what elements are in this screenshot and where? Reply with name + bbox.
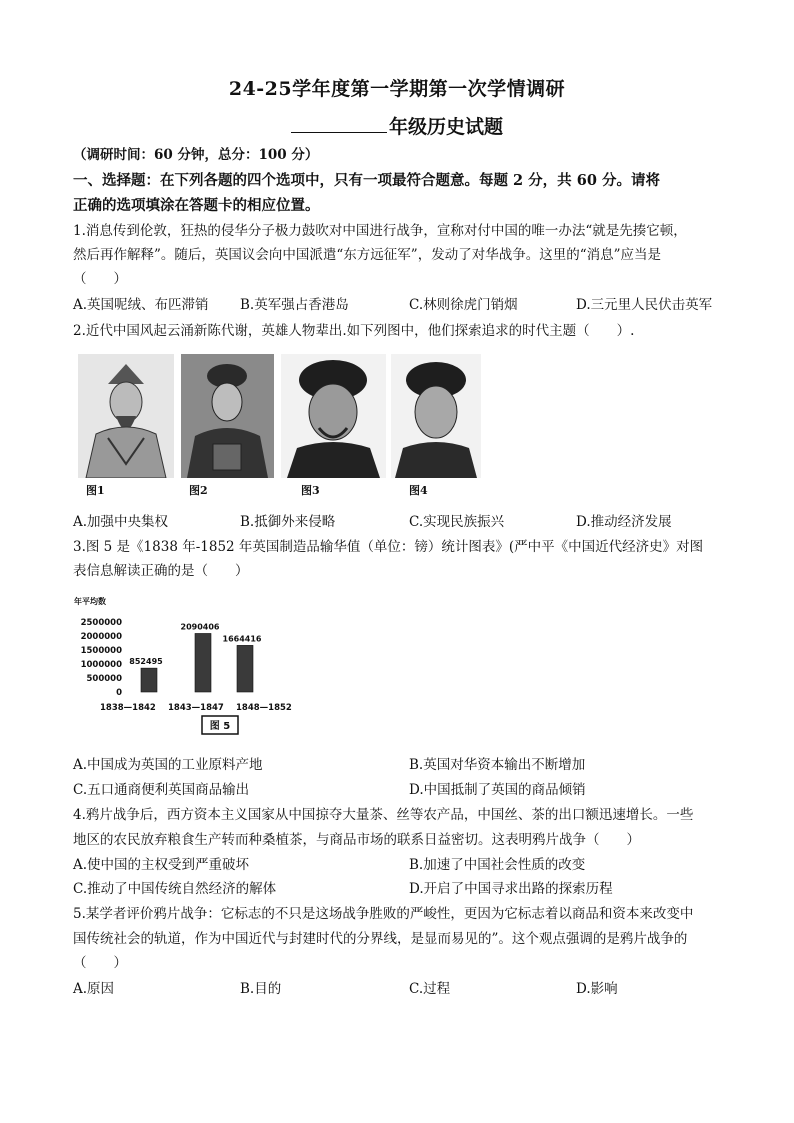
- chart-bar: [195, 633, 211, 692]
- portrait-image-1: [78, 354, 174, 478]
- page-subtitle: [0, 112, 794, 139]
- figure-caption-4: 图4: [409, 484, 428, 497]
- page-title: 24-25学年度第一学期第一次学情调研: [228, 78, 566, 100]
- trade-bar-chart: [70, 594, 292, 744]
- q5-stem-line3: （ ）: [73, 955, 127, 971]
- q4-option-a: A.使中国的主权受到严重破坏: [73, 857, 250, 873]
- subtitle-text: 年级历史试题: [388, 116, 503, 138]
- q1-option-b: B.英军强占香港岛: [240, 297, 349, 313]
- q5-option-a: A.原因: [73, 981, 115, 997]
- chart-ylabel: 年平均数: [74, 597, 106, 606]
- chart-y-tick-label: 500000: [86, 674, 122, 684]
- portrait-image-4: [391, 354, 481, 478]
- portrait-image-3: [281, 354, 386, 478]
- q4-option-c: C.推动了中国传统自然经济的解体: [73, 881, 277, 897]
- q2-stem: 2.近代中国风起云涌新陈代谢，英雄人物辈出.如下列图中，他们探索追求的时代主题（ ）.: [73, 323, 635, 339]
- q2-options: [73, 513, 733, 531]
- grade-blank: [291, 114, 387, 133]
- figure-caption-3: 图3: [301, 484, 320, 497]
- q3-stem-line2: 表信息解读正确的是（ ）: [73, 563, 249, 579]
- q3-option-c: C.五口通商便利英国商品输出: [73, 782, 250, 798]
- chart-caption: 图 5: [209, 721, 231, 732]
- chart-x-label: 1843—1847: [168, 703, 224, 713]
- q5-stem-line2: 国传统社会的轨道，作为中国近代与封建时代的分界线，是显而易见的”。这个观点强调的是鸦片战争的: [73, 931, 688, 947]
- q2-option-d: D.推动经济发展: [576, 514, 672, 530]
- chart-y-ticks: [81, 618, 122, 698]
- q1-options: [73, 296, 733, 314]
- chart-value-label: 2090406: [180, 622, 220, 632]
- q5-stem-line1: 5.某学者评价鸦片战争：它标志的不只是这场战争胜败的严峻性，更因为它标志着以商品和资本来改变中: [73, 906, 694, 922]
- trade-chart-svg: [70, 594, 292, 744]
- q3-option-b: B.英国对华资本输出不断增加: [409, 757, 586, 773]
- q4-option-d: D.开启了中国寻求出路的探索历程: [409, 881, 613, 897]
- q1-option-d: D.三元里人民伏击英军: [576, 297, 713, 313]
- q1-option-a: A.英国呢绒、布匹滞销: [73, 297, 209, 313]
- q5-option-b: B.目的: [240, 981, 282, 997]
- chart-y-tick-label: 0: [116, 688, 122, 698]
- chart-y-tick-label: 1500000: [80, 646, 122, 656]
- q4-option-b: B.加速了中国社会性质的改变: [409, 857, 586, 873]
- section-instructions-line2: 正确的选项填涂在答题卡的相应位置。: [73, 197, 320, 214]
- chart-x-labels: [100, 703, 292, 713]
- q1-stem-line2: 然后再作解释”。随后，英国议会向中国派遣“东方远征军”，发动了对华战争。这里的“消息”应当是: [73, 247, 662, 263]
- chart-y-tick-label: 2500000: [80, 618, 122, 628]
- section-instructions-line1: 一、选择题：在下列各题的四个选项中，只有一项最符合题意。每题 2 分，共 60 分。请将: [73, 172, 660, 189]
- chart-y-tick-label: 1000000: [80, 660, 122, 670]
- chart-x-label: 1838—1842: [100, 703, 156, 713]
- portrait-figures: [78, 354, 478, 504]
- q3-options-row2: [73, 781, 733, 799]
- exam-info: （调研时间：60 分钟，总分：100 分）: [73, 147, 319, 163]
- q4-options-row1: [73, 856, 733, 874]
- q5-option-c: C.过程: [409, 981, 451, 997]
- q2-option-a: A.加强中央集权: [73, 514, 169, 530]
- q1-option-c: C.林则徐虎门销烟: [409, 297, 518, 313]
- chart-x-label: 1848—1852: [236, 703, 292, 713]
- q4-stem-line2: 地区的农民放弃粮食生产转而种桑植茶，与商品市场的联系日益密切。这表明鸦片战争（ ）: [73, 832, 640, 848]
- q2-option-b: B.抵御外来侵略: [240, 514, 336, 530]
- q3-stem-line1: 3.图 5 是《1838 年-1852 年英国制造品输华值（单位：镑）统计图表》(严中平《中国近代经济史》对图: [73, 539, 704, 555]
- chart-bar: [141, 668, 157, 692]
- q3-options-row1: [73, 756, 733, 774]
- portrait-image-2: [181, 354, 274, 478]
- q4-options-row2: [73, 880, 733, 898]
- q3-option-d: D.中国抵制了英国的商品倾销: [409, 782, 586, 798]
- q1-stem-line3: （ ）: [73, 271, 127, 287]
- q5-option-d: D.影响: [576, 981, 618, 997]
- chart-bar: [237, 645, 253, 692]
- q3-option-a: A.中国成为英国的工业原料产地: [73, 757, 263, 773]
- chart-y-tick-label: 2000000: [80, 632, 122, 642]
- figure-caption-2: 图2: [189, 484, 208, 497]
- q4-stem-line1: 4.鸦片战争后，西方资本主义国家从中国掠夺大量茶、丝等农产品，中国丝、茶的出口额迅速增长。一些: [73, 807, 694, 823]
- q1-stem-line1: 1.消息传到伦敦，狂热的侵华分子极力鼓吹对中国进行战争，宣称对付中国的唯一办法“就是先揍它顿，: [73, 223, 687, 239]
- q5-options: [73, 980, 733, 998]
- chart-value-label: 852495: [129, 657, 163, 667]
- chart-value-label: 1664416: [222, 634, 262, 644]
- figure-caption-1: 图1: [86, 484, 105, 497]
- q2-option-c: C.实现民族振兴: [409, 514, 505, 530]
